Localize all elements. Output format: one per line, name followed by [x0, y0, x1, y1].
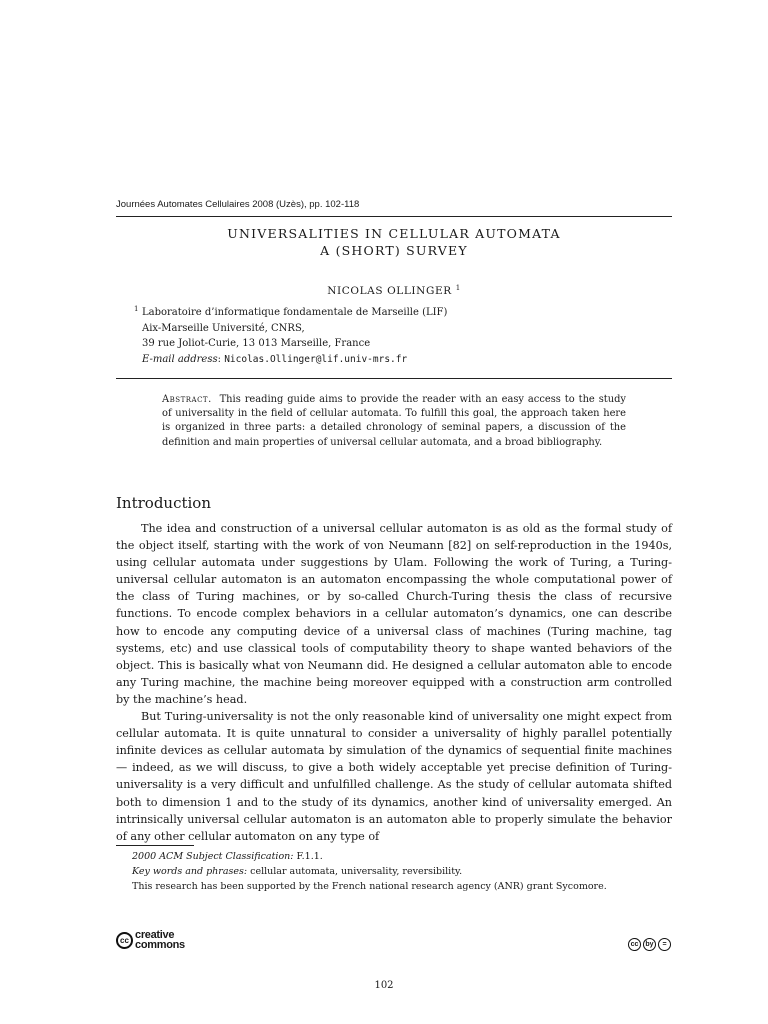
footnote-rule	[116, 845, 194, 846]
abstract-text: This reading guide aims to provide the reader with an easy access to the study of universality in the field of cellular automata. To fulfill this goal, the approach taken here is organized in three parts: a detailed chronology of seminal papers, a discussion of the definition and main properties of universal cellular automata, and a broad bibliography.	[162, 394, 626, 448]
paper-title-line1: UNIVERSALITIES IN CELLULAR AUTOMATA	[227, 226, 561, 241]
affil-line1: Laboratoire d’informatique fondamentale de Marseille (LIF)	[142, 307, 448, 318]
paragraph-1: The idea and construction of a universal cellular automaton is as old as the formal study of the object itself, starting with the work of von Neumann [82] on self-reproduction in the 1940s, using cellular automata under suggestions by Ulam. Following the work of Turing, a Turing-universal cellular automaton is an automaton encompassing the whole computational power of the class of Turing machines, or by so-called Church-Turing thesis the class of recursive functions. To encode complex behaviors in a cellular automaton’s dynamics, one can describe how to encode any computing device of a universal class of machines (Turing machine, tag systems, etc) and use classical tools of computability theory to shape wanted behaviors of the object. This is basically what von Neumann did. He designed a cellular automaton able to encode any Turing machine, the machine being moreover equipped with a construction arm controlled by the machine’s head.	[116, 522, 672, 706]
acm-value: F.1.1.	[296, 851, 323, 862]
abstract-label: Abstract.	[162, 394, 212, 405]
running-head: Journées Automates Cellulaires 2008 (Uzès), pp. 102-118	[116, 199, 360, 210]
affil-email-line: E-mail address: Nicolas.Ollinger@lif.univ-mrs.fr	[142, 353, 408, 365]
header-rule	[116, 216, 672, 217]
paragraph-2: But Turing-universality is not the only reasonable kind of universality one might expect from cellular automata. It is quite unnatural to consider a universality of highly parallel potentially infinite devices as cellular automata by simulation of the dynamics of sequential finite machines — indeed, as we will discuss, to give a both widely acceptable yet precise definition of Turing-universality is a very difficult and unfulfilled challenge. As the study of cellular automata shifted both to dimension 1 and to the study of its dynamics, another kind of universality emerged. An intrinsically universal cellular automaton is an automaton able to properly simulate the behavior of any other cellular automaton on any type of	[116, 710, 672, 843]
cc-wordmark-line1: creative	[135, 929, 175, 941]
acm-label: 2000 ACM Subject Classification:	[132, 851, 294, 862]
cc-license-icon: cc	[628, 938, 641, 951]
creative-commons-logo[interactable]	[116, 931, 185, 950]
cc-wordmark-line2: commons	[135, 938, 185, 951]
author-name: NICOLAS OLLINGER	[327, 285, 452, 297]
keywords-label: Key words and phrases:	[132, 866, 248, 877]
cc-icon: cc	[116, 932, 133, 949]
affil-line2: Aix-Marseille Université, CNRS,	[142, 322, 305, 334]
author-affil-mark: 1	[455, 284, 461, 292]
license-icons[interactable]	[628, 938, 671, 951]
author	[116, 284, 672, 297]
abstract	[162, 393, 626, 450]
page-number: 102	[374, 980, 394, 991]
footnote-keywords	[132, 864, 607, 879]
abstract-top-rule	[116, 378, 672, 379]
paper-title-line2: A (SHORT) SURVEY	[320, 243, 468, 258]
email-label: E-mail address	[142, 353, 218, 365]
keywords-value: cellular automata, universality, reversibility.	[250, 866, 463, 877]
affil-mark: 1	[134, 305, 139, 313]
footnote-acm	[132, 849, 607, 864]
footnote-funding: This research has been supported by the French national research agency (ANR) grant Sycomore.	[132, 881, 607, 892]
body-text	[116, 520, 672, 845]
cc-wordmark	[135, 931, 185, 950]
affiliation	[134, 305, 654, 367]
affil-line3: 39 rue Joliot-Curie, 13 013 Marseille, France	[142, 338, 371, 349]
attribution-icon: by	[643, 938, 656, 951]
no-derivatives-icon: =	[658, 938, 671, 951]
footnotes	[132, 849, 607, 894]
email-address[interactable]: Nicolas.Ollinger@lif.univ-mrs.fr	[224, 353, 408, 365]
section-heading: Introduction	[116, 494, 211, 512]
